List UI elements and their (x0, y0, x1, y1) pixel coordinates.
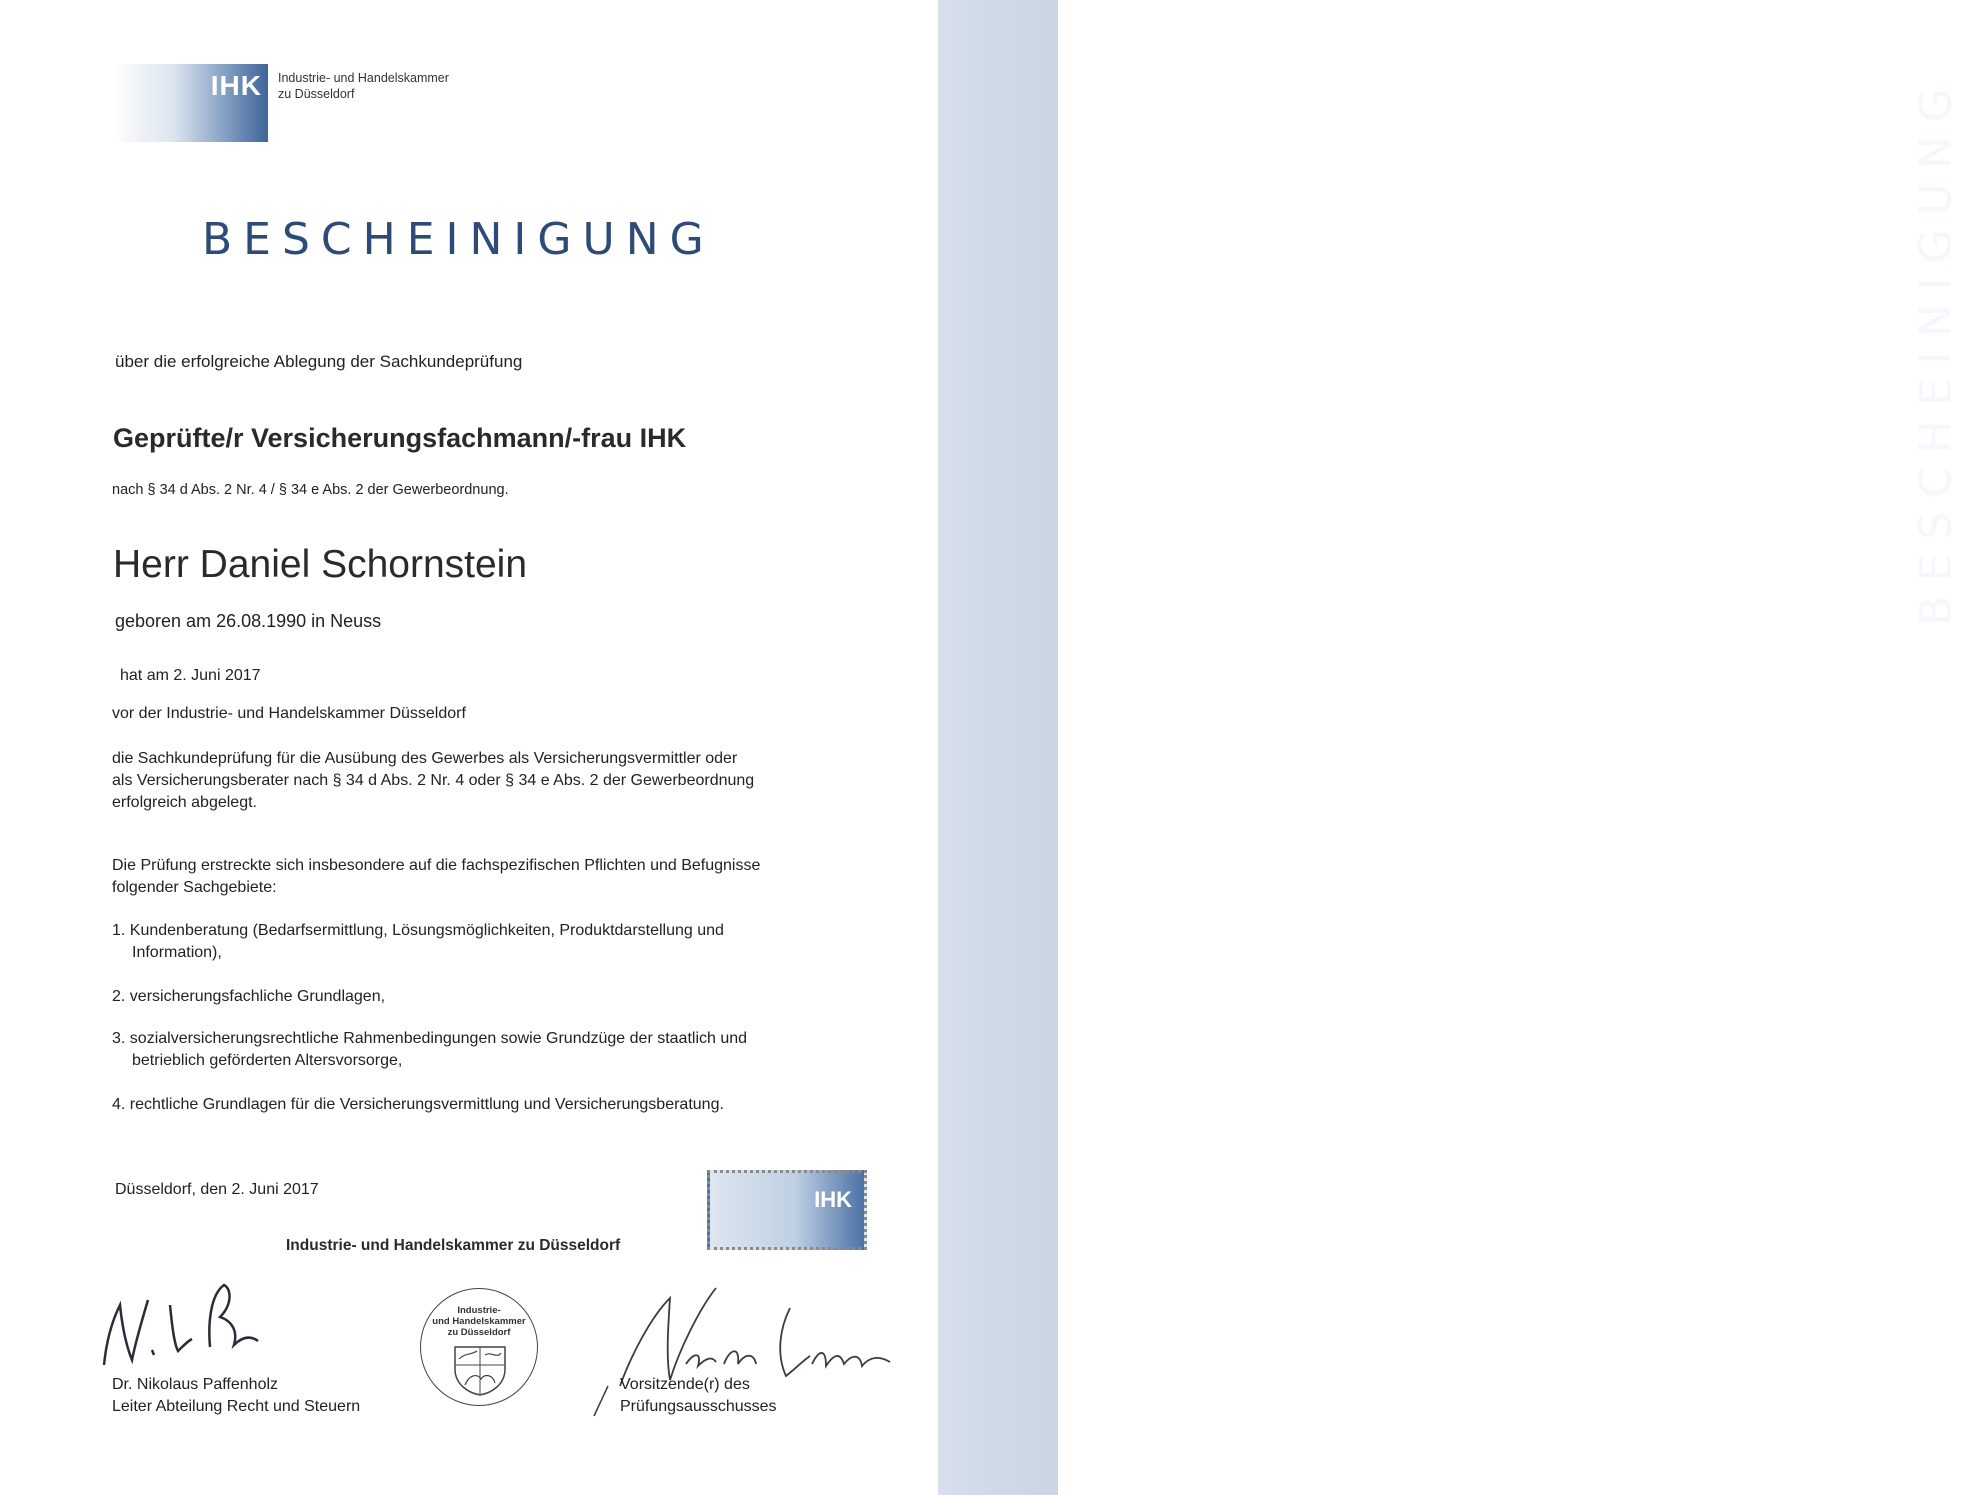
official-stamp (420, 1288, 538, 1406)
signature-left (92, 1275, 272, 1385)
signatory-left-role: Leiter Abteilung Recht und Steuern (112, 1398, 361, 1415)
qualification-title: Geprüfte/r Versicherungsfachmann/-frau IHK (113, 423, 687, 453)
signatory-left (112, 1374, 360, 1418)
stamp-line: Industrie- (457, 1305, 501, 1316)
paragraph-line: als Versicherungsberater nach § 34 d Abs. 2 Nr. 4 oder § 34 e Abs. 2 der Gewerbeordnung (112, 772, 755, 789)
subject-line: Information), (132, 944, 222, 961)
signatory-right-role-2: Prüfungsausschusses (620, 1398, 777, 1415)
subject-item (112, 1028, 747, 1072)
ihk-seal-box (707, 1170, 867, 1250)
before-chamber: vor der Industrie- und Handelskammer Düsseldorf (112, 705, 466, 722)
signatory-left-name: Dr. Nikolaus Paffenholz (112, 1376, 279, 1393)
holder-name: Herr Daniel Schornstein (113, 543, 528, 586)
exam-date-line: hat am 2. Juni 2017 (120, 667, 261, 684)
paragraph-scope (112, 855, 760, 899)
paragraph-line: erfolgreich abgelegt. (112, 794, 257, 811)
paragraph-line: Die Prüfung erstreckte sich insbesondere auf die fachspezifischen Pflichten und Befugnisse (112, 857, 761, 874)
subject-line: 1. Kundenberatung (Bedarfsermittlung, Lösungsmöglichkeiten, Produktdarstellung und (112, 922, 724, 939)
stamp-line: und Handelskammer (432, 1316, 526, 1327)
subject-line: 2. versicherungsfachliche Grundlagen, (112, 988, 386, 1005)
logo-line-1: Industrie- und Handelskammer (278, 71, 449, 85)
paragraph-exam (112, 748, 754, 814)
paragraph-line: die Sachkundeprüfung für die Ausübung des Gewerbes als Versicherungsvermittler oder (112, 750, 738, 767)
subject-line: 4. rechtliche Grundlagen für die Versicherungsvermittlung und Versicherungsberatung. (112, 1096, 724, 1113)
logo-text (278, 70, 449, 102)
coat-of-arms-icon (451, 1345, 509, 1397)
subject-line: 3. sozialversicherungsrechtliche Rahmenbedingungen sowie Grundzüge der staatlich und (112, 1030, 748, 1047)
ihk-logo-mark: IHK (210, 70, 262, 101)
logo-line-2: zu Düsseldorf (278, 87, 355, 101)
subject-item (112, 986, 385, 1008)
side-band-text: BESCHEINIGUNG (1910, 74, 1962, 626)
side-band (938, 0, 1962, 1495)
holder-birth: geboren am 26.08.1990 in Neuss (115, 611, 382, 631)
issuer-name: Industrie- und Handelskammer zu Düsseldorf (286, 1237, 621, 1254)
seal-mark: IHK (814, 1187, 852, 1212)
stamp-line: zu Düsseldorf (447, 1327, 511, 1338)
subject-item (112, 920, 724, 964)
document-title: BESCHEINIGUNG (202, 214, 715, 265)
place-date: Düsseldorf, den 2. Juni 2017 (115, 1181, 319, 1198)
paragraph-line: folgender Sachgebiete: (112, 879, 277, 896)
subject-item (112, 1094, 724, 1116)
legal-basis: nach § 34 d Abs. 2 Nr. 4 / § 34 e Abs. 2 der Gewerbeordnung. (112, 482, 509, 498)
intro-text: über die erfolgreiche Ablegung der Sachkundeprüfung (115, 352, 523, 371)
signatory-right-role-1: Vorsitzende(r) des (620, 1376, 750, 1393)
ihk-logo (112, 64, 268, 142)
subject-line: betrieblich geförderten Altersvorsorge, (132, 1052, 403, 1069)
signatory-right (620, 1374, 777, 1418)
